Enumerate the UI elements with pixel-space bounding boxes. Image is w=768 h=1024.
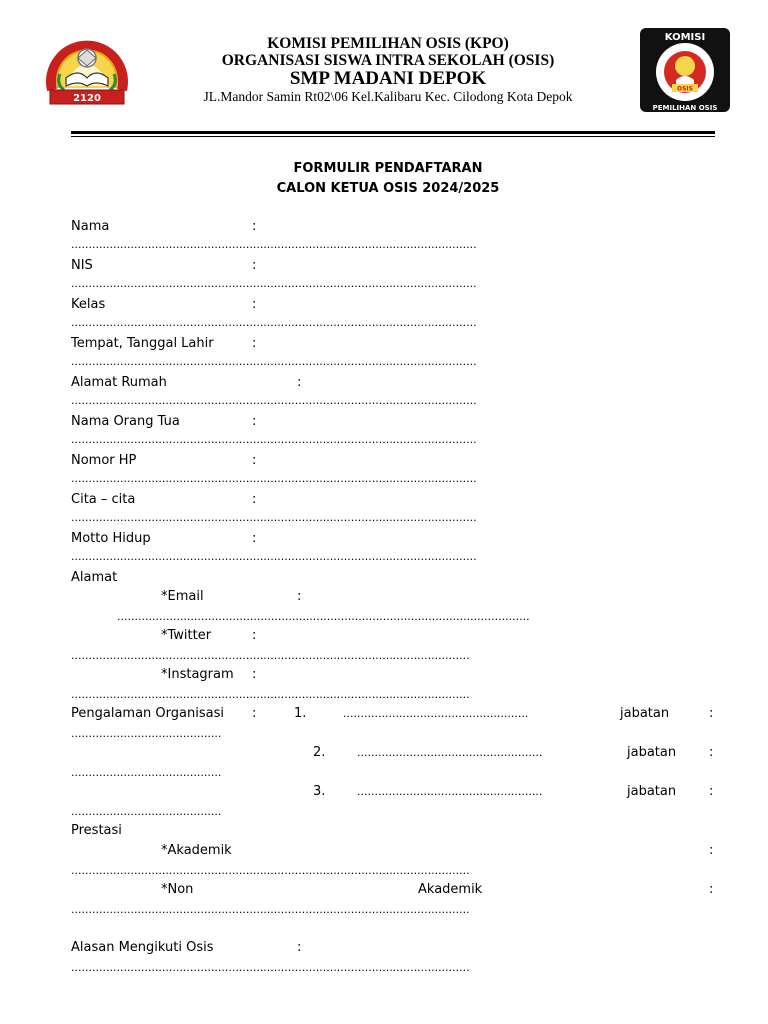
- field-twitter-line[interactable]: ..................................................................................................................: [71, 649, 470, 662]
- left-logo-text: 2120: [73, 93, 101, 104]
- label-non-akademik: Akademik: [418, 882, 483, 897]
- colon: :: [252, 414, 257, 429]
- right-logo-top-text: KOMISI: [664, 32, 706, 43]
- field-alamat-rumah-line[interactable]: ....................................................................................................................: [71, 394, 477, 407]
- colon: :: [297, 589, 302, 604]
- field-jabatan-3-line[interactable]: ...........................................: [71, 805, 222, 818]
- label-cita-cita: Cita – cita: [71, 492, 136, 507]
- field-motto-line[interactable]: ....................................................................................................................: [71, 550, 477, 563]
- label-instagram: *Instagram: [161, 667, 234, 682]
- label-alasan-mengikuti-osis: Alasan Mengikuti Osis: [71, 940, 214, 955]
- colon: :: [709, 784, 714, 799]
- label-pengalaman-organisasi: Pengalaman Organisasi: [71, 706, 224, 721]
- label-alamat: Alamat: [71, 570, 118, 585]
- field-org-3-line[interactable]: .....................................................: [357, 785, 543, 798]
- colon: :: [252, 531, 257, 546]
- header-divider-thin: [71, 136, 715, 137]
- colon: :: [709, 882, 714, 897]
- label-jabatan: jabatan: [620, 706, 670, 721]
- field-instagram-line[interactable]: ..................................................................................................................: [71, 688, 470, 701]
- field-non-akademik-line[interactable]: ..................................................................................................................: [71, 903, 470, 916]
- field-akademik-line[interactable]: ..................................................................................................................: [71, 864, 470, 877]
- field-email-line[interactable]: ......................................................................................................................: [117, 610, 530, 623]
- colon: :: [709, 843, 714, 858]
- form-title: FORMULIR PENDAFTARAN: [293, 161, 483, 176]
- field-org-1-line[interactable]: .....................................................: [343, 707, 529, 720]
- label-email: *Email: [161, 589, 204, 604]
- org-full-name: ORGANISASI SISWA INTRA SEKOLAH (OSIS): [221, 52, 555, 69]
- label-alamat-rumah: Alamat Rumah: [71, 375, 167, 390]
- field-kelas-line[interactable]: ....................................................................................................................: [71, 316, 477, 329]
- school-address: JL.Mandor Samin Rt02\06 Kel.Kalibaru Kec. Cilodong Kota Depok: [203, 89, 573, 104]
- field-alasan-line[interactable]: ..................................................................................................................: [71, 961, 470, 974]
- label-nomor-hp: Nomor HP: [71, 453, 137, 468]
- field-cita-cita-line[interactable]: ....................................................................................................................: [71, 511, 477, 524]
- colon: :: [252, 297, 257, 312]
- org-number-1: 1.: [294, 706, 307, 721]
- org-number-2: 2.: [313, 745, 326, 760]
- colon: :: [252, 453, 257, 468]
- colon: :: [252, 492, 257, 507]
- label-twitter: *Twitter: [161, 628, 212, 643]
- label-tempat-tanggal-lahir: Tempat, Tanggal Lahir: [71, 336, 214, 351]
- colon: :: [252, 628, 257, 643]
- form-subtitle: CALON KETUA OSIS 2024/2025: [276, 181, 500, 196]
- colon: :: [297, 940, 302, 955]
- colon: :: [252, 336, 257, 351]
- field-ttl-line[interactable]: ....................................................................................................................: [71, 355, 477, 368]
- field-nomor-hp-line[interactable]: ....................................................................................................................: [71, 472, 477, 485]
- field-org-2-line[interactable]: .....................................................: [357, 746, 543, 759]
- right-logo-bottom-text: PEMILIHAN OSIS: [652, 104, 718, 112]
- colon: :: [252, 667, 257, 682]
- field-jabatan-2-line[interactable]: ...........................................: [71, 766, 222, 779]
- colon: :: [297, 375, 302, 390]
- field-orang-tua-line[interactable]: ....................................................................................................................: [71, 433, 477, 446]
- label-prestasi: Prestasi: [71, 823, 122, 838]
- label-non: *Non: [161, 882, 194, 897]
- colon: :: [709, 745, 714, 760]
- field-nis-line[interactable]: ....................................................................................................................: [71, 277, 477, 290]
- label-nama-orang-tua: Nama Orang Tua: [71, 414, 180, 429]
- label-nama: Nama: [71, 219, 110, 234]
- label-motto-hidup: Motto Hidup: [71, 531, 151, 546]
- field-nama-line[interactable]: ....................................................................................................................: [71, 238, 477, 251]
- org-number-3: 3.: [313, 784, 326, 799]
- colon: :: [252, 219, 257, 234]
- field-jabatan-1-line[interactable]: ...........................................: [71, 727, 222, 740]
- label-nis: NIS: [71, 258, 93, 273]
- school-name: SMP MADANI DEPOK: [289, 68, 487, 89]
- label-kelas: Kelas: [71, 297, 106, 312]
- header-divider-thick: [71, 131, 715, 134]
- colon: :: [252, 706, 257, 721]
- colon: :: [709, 706, 714, 721]
- label-jabatan: jabatan: [627, 784, 677, 799]
- org-name-line: KOMISI PEMILIHAN OSIS (KPO): [267, 35, 509, 52]
- right-logo-badge: OSIS: [677, 85, 693, 93]
- label-akademik: *Akademik: [161, 843, 232, 858]
- colon: :: [252, 258, 257, 273]
- label-jabatan: jabatan: [627, 745, 677, 760]
